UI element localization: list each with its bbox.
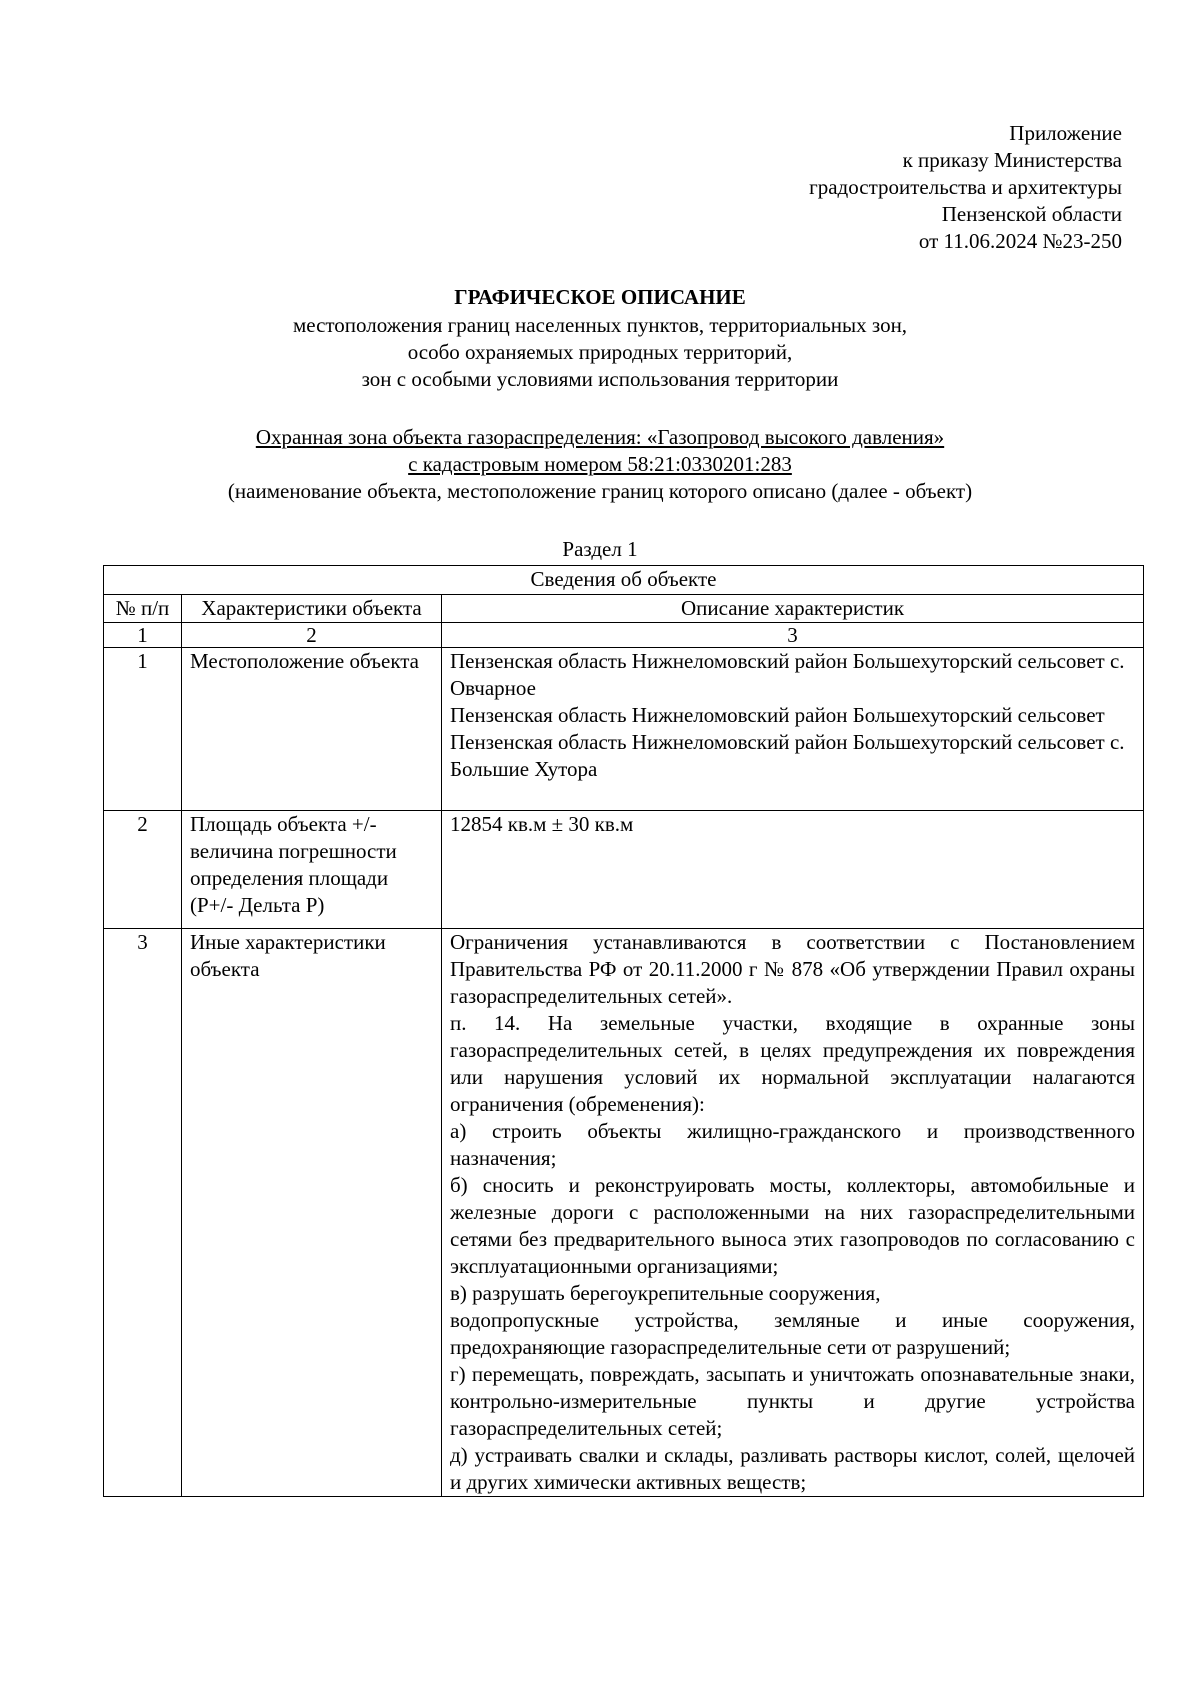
appendix-line: градостроительства и архитектуры: [809, 175, 1122, 199]
restriction-paragraph: водопропускные устройства, земляные и иные сооружения, предохраняющие газораспределительные сети от разрушений;: [450, 1308, 1136, 1359]
row-number: 3: [104, 929, 182, 1497]
title-subline: особо охраняемых природных территорий,: [407, 340, 793, 364]
row-description: 12854 кв.м ± 30 кв.м: [442, 811, 1144, 929]
appendix-line: Пензенской области: [941, 202, 1122, 226]
appendix-header: [522, 120, 1122, 255]
row-number: 1: [104, 648, 182, 811]
table-row: [104, 811, 1144, 929]
appendix-line: к приказу Министерства: [902, 148, 1122, 172]
document-title: ГРАФИЧЕСКОЕ ОПИСАНИЕ: [454, 285, 746, 309]
row-description: [442, 648, 1144, 811]
column-number: 2: [182, 623, 442, 648]
location-line: Пензенская область Нижнеломовский район Большехуторский сельсовет с. Большие Хутора: [450, 730, 1125, 781]
header-characteristic: Характеристики объекта: [182, 595, 442, 623]
location-line: Пензенская область Нижнеломовский район Большехуторский сельсовет с. Овчарное: [450, 649, 1125, 700]
object-cadastral-line: с кадастровым номером 58:21:0330201:283: [408, 452, 792, 476]
row-number: 2: [104, 811, 182, 929]
object-name-note: (наименование объекта, местоположение границ которого описано (далее - объект): [227, 479, 973, 503]
title-subline: зон с особыми условиями использования территории: [361, 367, 839, 391]
row-characteristic: Местоположение объекта: [182, 648, 442, 811]
restriction-paragraph: б) сносить и реконструировать мосты, коллекторы, автомобильные и железные дороги с расположенными на них газораспределительными сетями без предварительного выноса этих газопроводов по согласованию с эксплуатационными организациями;: [450, 1173, 1136, 1278]
object-name-block: [100, 424, 1100, 506]
table-row: [104, 648, 1144, 811]
appendix-date-number: от 11.06.2024 №23-250: [918, 229, 1122, 253]
restriction-paragraph: в) разрушать берегоукрепительные сооружения,: [450, 1281, 881, 1305]
header-number: № п/п: [104, 595, 182, 623]
object-info-table: [103, 565, 1144, 1497]
header-description: Описание характеристик: [442, 595, 1144, 623]
row-characteristic: Площадь объекта +/- величина погрешности определения площади (P+/- Дельта P): [182, 811, 442, 929]
restriction-paragraph: д) устраивать свалки и склады, разливать растворы кислот, солей, щелочей и других химически активных веществ;: [450, 1443, 1136, 1494]
object-name-line: Охранная зона объекта газораспределения: «Газопровод высокого давления»: [255, 425, 945, 449]
location-line: Пензенская область Нижнеломовский район Большехуторский сельсовет: [450, 703, 1105, 727]
table-row: [104, 929, 1144, 1497]
title-block: [100, 284, 1100, 393]
restriction-paragraph: а) строить объекты жилищно-гражданского и производственного назначения;: [450, 1119, 1136, 1170]
column-number: 1: [104, 623, 182, 648]
table-caption: Сведения об объекте: [104, 566, 1144, 595]
section-label: Раздел 1: [562, 537, 638, 561]
restriction-paragraph: Ограничения устанавливаются в соответствии с Постановлением Правительства РФ от 20.11.2000 г № 878 «Об утверждении Правил охраны газораспределительных сетей».: [450, 930, 1136, 1008]
row-description: [442, 929, 1144, 1497]
title-subline: местоположения границ населенных пунктов, территориальных зон,: [292, 313, 908, 337]
appendix-line: Приложение: [1009, 121, 1122, 145]
row-characteristic: Иные характеристики объекта: [182, 929, 442, 1497]
column-number: 3: [442, 623, 1144, 648]
restriction-paragraph: п. 14. На земельные участки, входящие в охранные зоны газораспределительных сетей, в целях предупреждения их повреждения или нарушения условий их нормальной эксплуатации налагаются ограничения (обременения):: [450, 1011, 1136, 1116]
restriction-paragraph: г) перемещать, повреждать, засыпать и уничтожать опознавательные знаки, контрольно-измерительные пункты и другие устройства газораспределительных сетей;: [450, 1362, 1136, 1440]
